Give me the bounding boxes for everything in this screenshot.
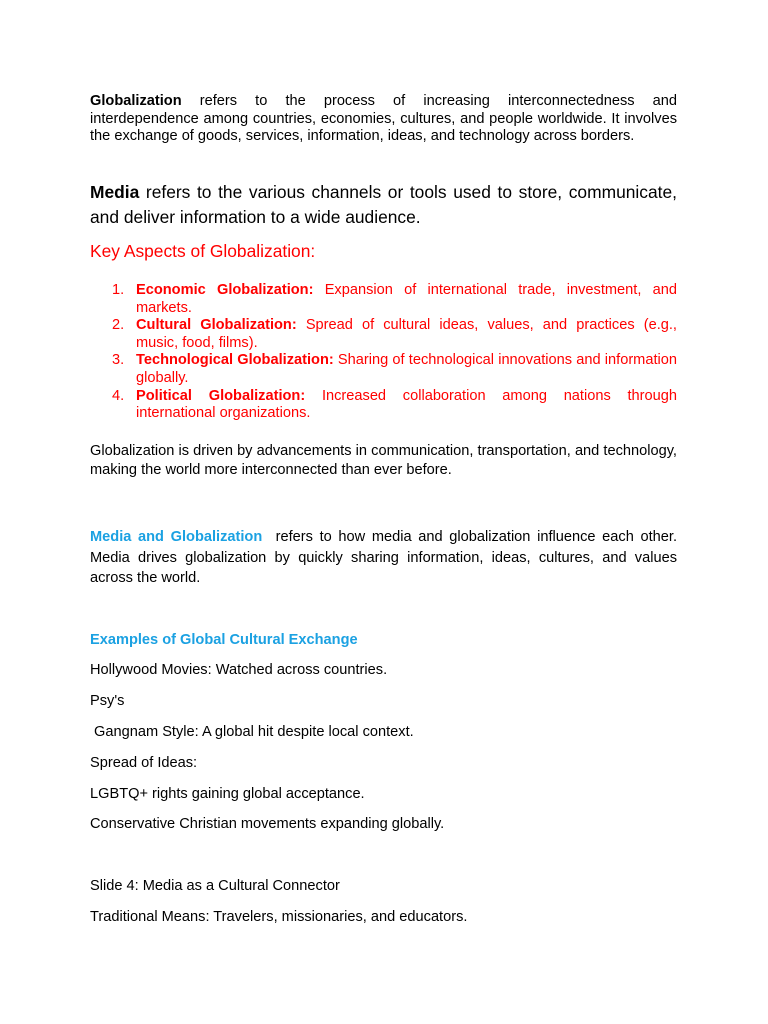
aspect-term: Political Globalization: xyxy=(136,387,306,404)
media-definition xyxy=(90,180,677,230)
list-number: 4. xyxy=(112,387,125,404)
key-aspects-heading: Key Aspects of Globalization: xyxy=(90,241,316,261)
list-item xyxy=(90,388,677,423)
globalization-term: Globalization xyxy=(90,93,182,109)
key-aspects-list xyxy=(90,282,677,423)
media-globalization-text: refers to how media and globalization influence each other. Media drives globalization by quickly sharing information, ideas, cultures, and values across the world. xyxy=(90,529,682,587)
aspect-description: Spread of cultural ideas, values, and practices (e.g., music, food, films). xyxy=(136,317,677,351)
aspect-description: Expansion of international trade, investment, and markets. xyxy=(136,282,677,316)
list-item xyxy=(90,282,677,317)
globalization-drivers-paragraph: Globalization is driven by advancements in communication, transportation, and technology, making the world more interconnected than ever before. xyxy=(90,443,677,478)
globalization-definition-text: refers to the process of increasing interconnectedness and interdependence among countries, economies, cultures, and people worldwide. It involves the exchange of goods, services, information, ideas, and technology across borders. xyxy=(90,93,677,145)
media-term: Media xyxy=(90,182,140,202)
aspect-term: Cultural Globalization: xyxy=(136,317,297,334)
list-number: 2. xyxy=(112,317,125,334)
list-number: 3. xyxy=(112,352,125,369)
examples-heading: Examples of Global Cultural Exchange xyxy=(90,632,358,648)
list-item xyxy=(90,352,677,387)
example-line: Gangnam Style: A global hit despite local context. xyxy=(90,724,414,740)
aspect-description: Increased collaboration among nations through international organizations. xyxy=(136,387,677,422)
aspect-description: Sharing of technological innovations and information globally. xyxy=(136,352,677,386)
list-item xyxy=(90,317,677,352)
traditional-means-line: Traditional Means: Travelers, missionaries, and educators. xyxy=(90,909,468,925)
media-globalization-paragraph xyxy=(90,527,682,589)
example-line: LGBTQ+ rights gaining global acceptance. xyxy=(90,786,365,802)
example-line: Psy's xyxy=(90,693,125,709)
example-line: Hollywood Movies: Watched across countries. xyxy=(90,662,388,678)
example-line: Conservative Christian movements expanding globally. xyxy=(90,816,445,832)
globalization-definition xyxy=(90,93,677,146)
aspect-term: Technological Globalization: xyxy=(136,352,334,369)
example-line: Spread of Ideas: xyxy=(90,755,198,771)
media-definition-text: refers to the various channels or tools used to store, communicate, and deliver information to a wide audience. xyxy=(90,182,677,227)
slide-title: Slide 4: Media as a Cultural Connector xyxy=(90,878,340,894)
aspect-term: Economic Globalization: xyxy=(136,282,314,298)
media-globalization-term: Media and Globalization xyxy=(90,529,263,545)
list-number: 1. xyxy=(112,282,125,298)
